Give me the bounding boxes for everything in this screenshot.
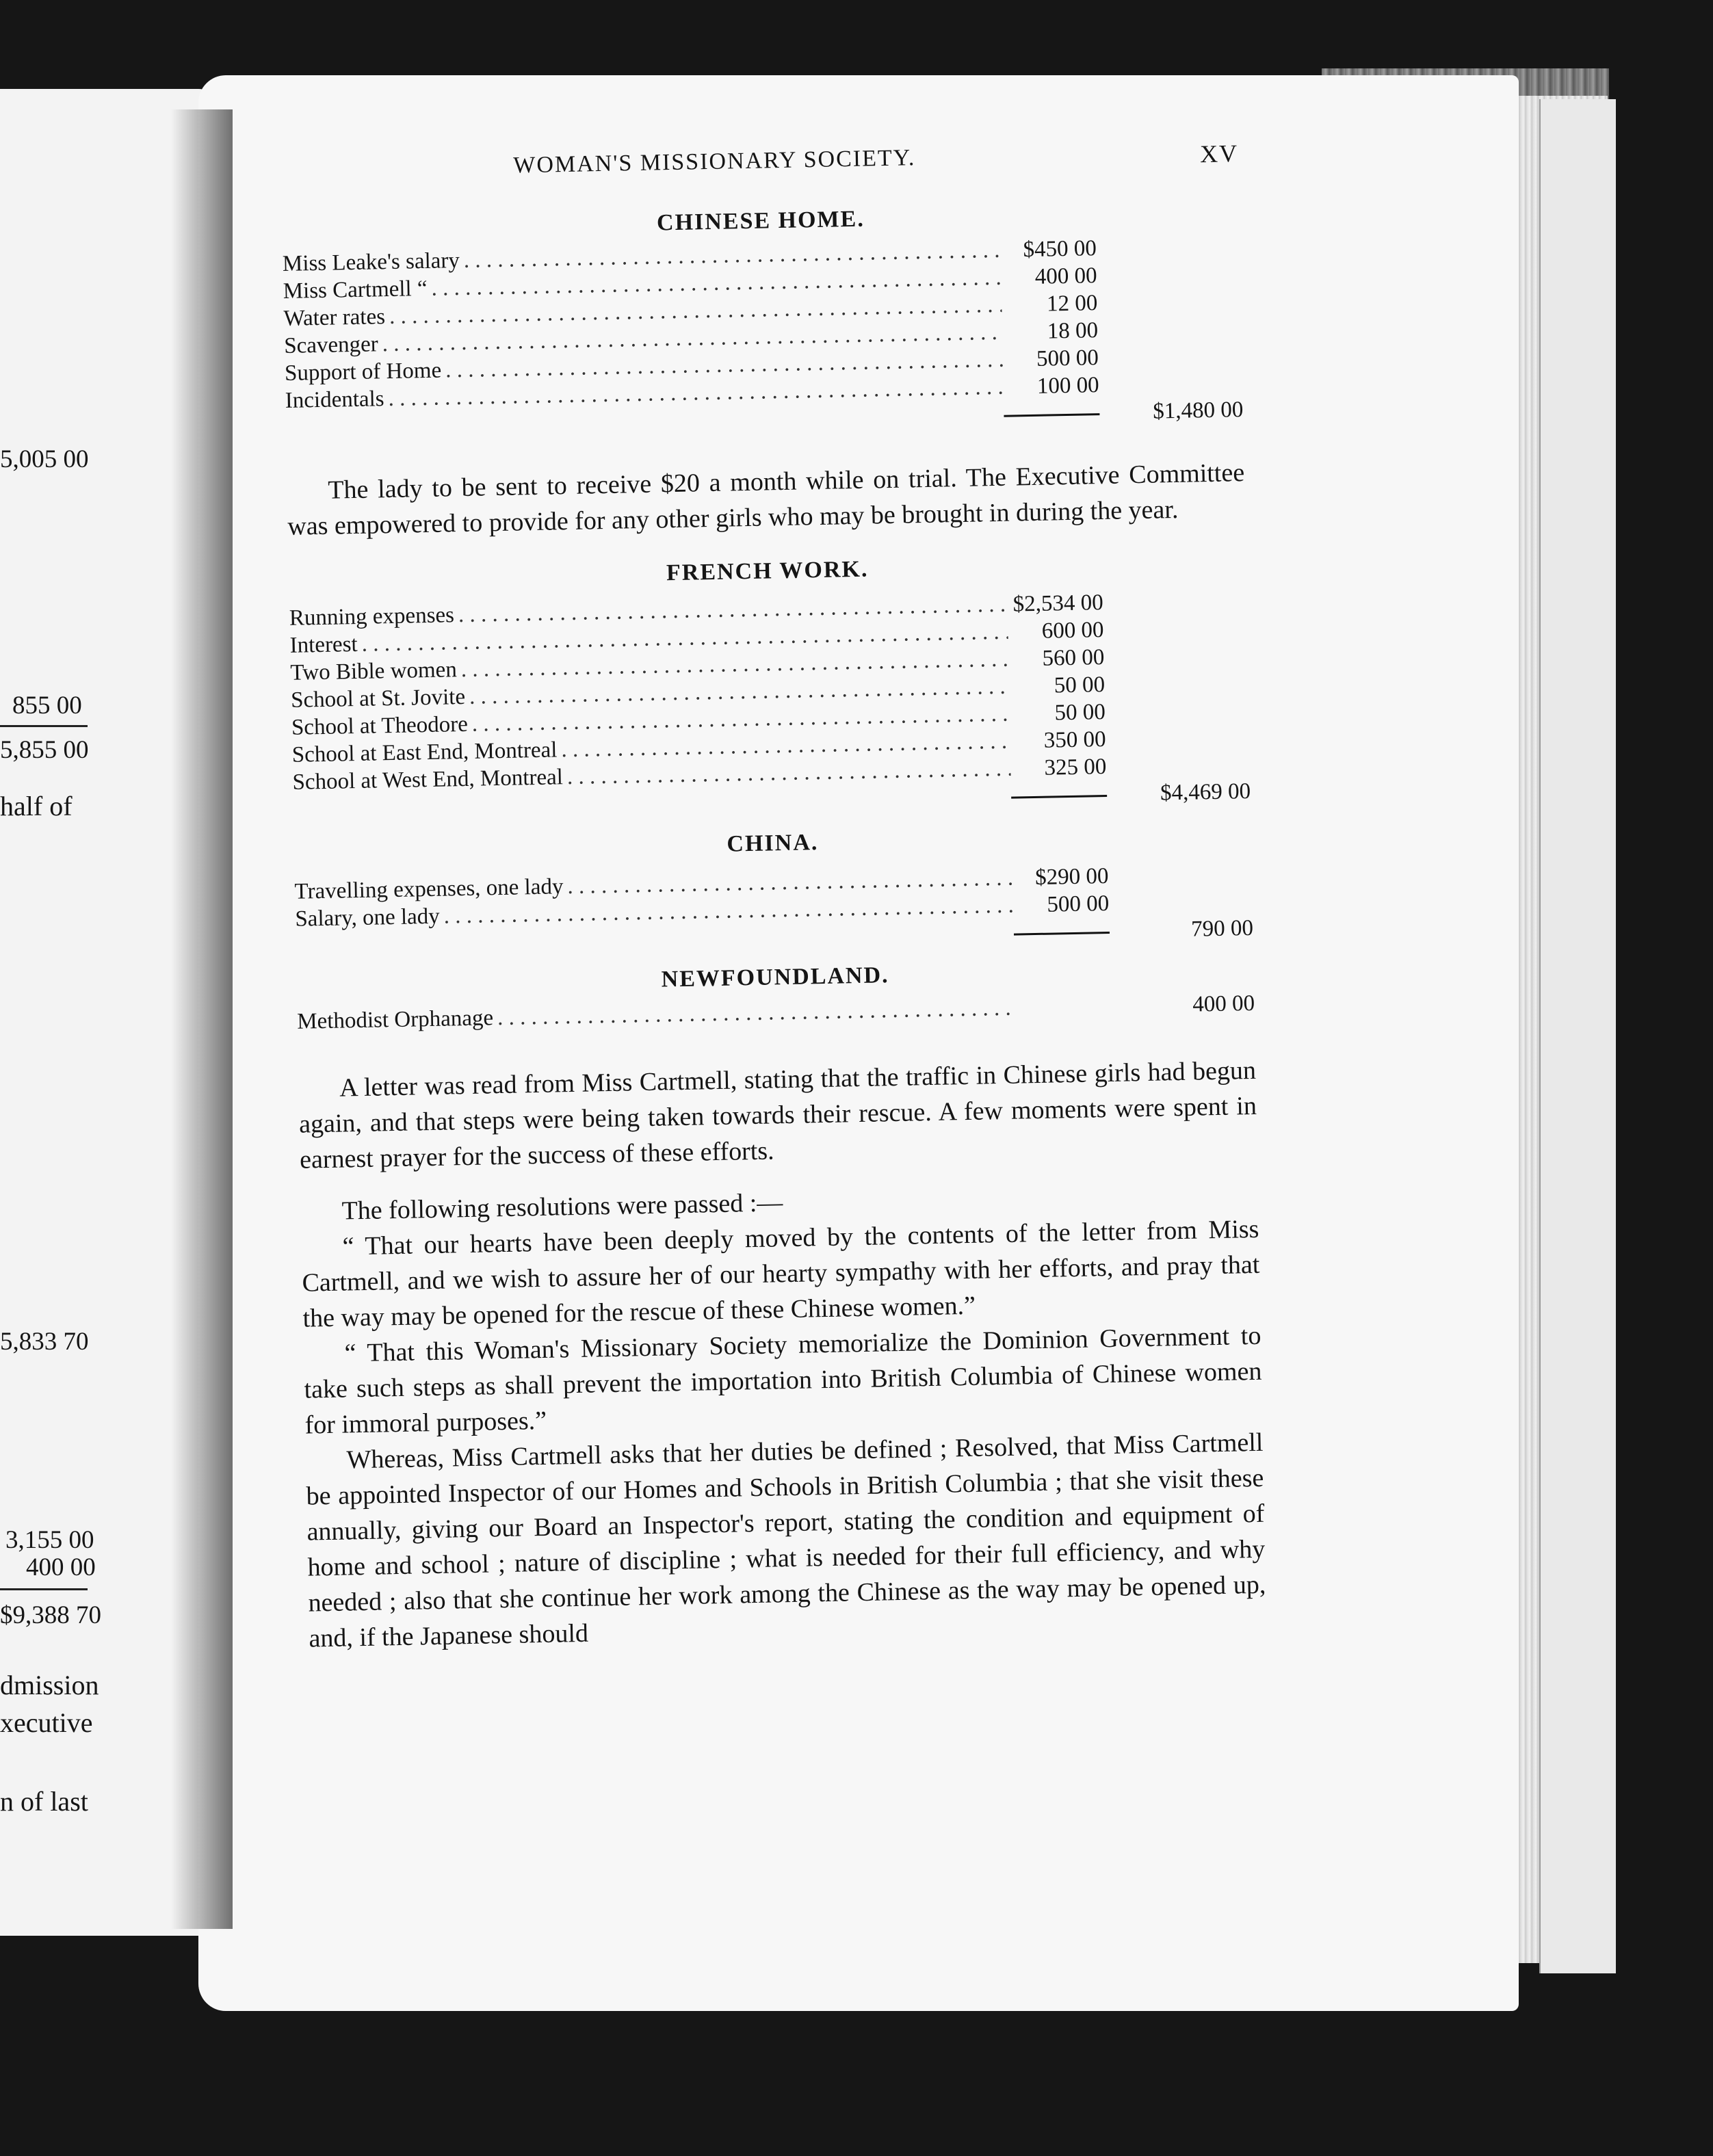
left-page-rule xyxy=(0,725,88,727)
ledger-amount: 500 00 xyxy=(1047,891,1110,917)
page-number: XV xyxy=(1199,140,1239,168)
ledger-total: 400 00 xyxy=(1192,990,1255,1017)
left-page-amount: 5,833 70 xyxy=(0,1328,89,1356)
ledger-label: Scavenger xyxy=(283,332,379,358)
ledger-chinese-home xyxy=(283,233,1244,446)
section-heading-french-work: FRENCH WORK. xyxy=(666,556,869,586)
paragraph-whereas: Whereas, Miss Cartmell asks that her duties be defined ; Resolved, that Miss Cartmell be appointed Inspector of our Homes and Schools in British Columbia ; that she visit these annually, giving our Board an Inspector's report, stating the condition and equipment of home and school ; nature of discipline ; what is needed for their full efficiency, and why needed ; also that she continue her work among the Chinese as the way may be opened up, and, if the Japanese should xyxy=(306,1428,1266,1653)
section-heading-chinese-home: CHINESE HOME. xyxy=(656,206,865,236)
total-rule xyxy=(1011,795,1107,799)
resolution-quote-1: “ That our hearts have been deeply moved by the contents of the letter from Miss Cartmell, and we wish to assure her of our hearty sympathy with her efforts, and pray that the way may be opened for the rescue of these Chinese women.” xyxy=(302,1214,1260,1333)
book-cover-edge xyxy=(1539,99,1616,1973)
ledger-label: Running expenses xyxy=(289,603,455,631)
ledger-amount: 560 00 xyxy=(1042,645,1105,671)
page-content xyxy=(280,139,1267,1656)
gutter-shadow xyxy=(171,109,233,1929)
left-page-text: xecutive xyxy=(0,1707,93,1738)
left-page-amount: 400 00 xyxy=(26,1553,96,1581)
ledger-label: Interest xyxy=(289,631,358,658)
ledger-label: School at East End, Montreal xyxy=(291,737,558,767)
total-rule xyxy=(1004,413,1099,417)
ledger-amount: 500 00 xyxy=(1036,345,1099,371)
leader-dots xyxy=(493,996,1016,1031)
ledger-label: School at St. Jovite xyxy=(290,684,466,713)
left-page-rule xyxy=(0,1588,88,1590)
paragraph-letter: A letter was read from Miss Cartmell, stating that the traffic in Chinese girls had begun again, and that steps were being taken towards their rescue. A few moments were spent in earnest prayer for the success of these efforts. xyxy=(298,1055,1257,1174)
ledger-amount: $450 00 xyxy=(1023,236,1097,263)
ledger-amount: 50 00 xyxy=(1054,672,1106,698)
ledger-amount: 18 00 xyxy=(1047,318,1099,344)
ledger-amount: 12 00 xyxy=(1046,291,1098,317)
ledger-amount: 100 00 xyxy=(1036,373,1099,399)
ledger-french-work xyxy=(289,588,1251,828)
left-page-amount: $9,388 70 xyxy=(0,1601,101,1629)
ledger-amount: 400 00 xyxy=(1034,263,1097,289)
left-page-amount: 855 00 xyxy=(12,692,82,720)
ledger-amount: $290 00 xyxy=(1034,863,1109,891)
left-page-amount: 3,155 00 xyxy=(5,1526,94,1554)
ledger-label: Travelling expenses, one lady xyxy=(294,874,564,904)
ledger-amount: $2,534 00 xyxy=(1012,590,1104,617)
left-page-text: dmission xyxy=(0,1670,99,1700)
ledger-china xyxy=(294,861,1253,964)
running-title: WOMAN'S MISSIONARY SOCIETY. xyxy=(512,145,916,179)
ledger-row xyxy=(297,991,1255,1044)
ledger-amount: 325 00 xyxy=(1044,754,1107,780)
ledger-amount: 350 00 xyxy=(1043,726,1106,753)
ledger-label: Water rates xyxy=(283,304,386,331)
ledger-amount: 600 00 xyxy=(1041,618,1104,644)
section-heading-china: CHINA. xyxy=(727,830,819,857)
ledger-label: School at Theodore xyxy=(291,711,469,740)
ledger-label: Two Bible women xyxy=(290,657,458,685)
ledger-label: Incidentals xyxy=(285,386,384,413)
left-page-text: half of xyxy=(0,791,73,821)
ledger-newfoundland xyxy=(297,991,1255,1044)
paragraph-lady-salary: The lady to be sent to receive $20 a month while on trial. The Executive Committee was empowered to provide for any other girls who may be brought in during the year. xyxy=(287,458,1245,541)
ledger-label: Miss Cartmell “ xyxy=(283,276,428,304)
paragraph-resolutions-intro: The following resolutions were passed :— xyxy=(341,1188,783,1226)
ledger-total: 790 00 xyxy=(1190,915,1254,942)
ledger-amount: 50 00 xyxy=(1054,700,1106,726)
ledger-label: Methodist Orphanage xyxy=(296,1005,494,1034)
ledger-label: Salary, one lady xyxy=(295,904,441,932)
resolution-quote-2: “ That this Woman's Missionary Society memorialize the Dominion Government to take such steps as shall prevent the importation into British Columbia of Chinese women for immoral purposes.” xyxy=(304,1321,1262,1440)
ledger-label: Support of Home xyxy=(284,358,442,386)
left-page-amount: 5,855 00 xyxy=(0,736,89,764)
ledger-label: School at West End, Montreal xyxy=(292,765,564,795)
ledger-total: $4,469 00 xyxy=(1160,778,1251,806)
ledger-total: $1,480 00 xyxy=(1153,397,1244,424)
left-page-amount: 5,005 00 xyxy=(0,445,89,473)
left-page-text: n of last xyxy=(0,1786,88,1817)
section-heading-newfoundland: NEWFOUNDLAND. xyxy=(661,962,889,992)
total-rule xyxy=(1014,932,1110,936)
ledger-label: Miss Leake's salary xyxy=(282,248,460,276)
ledger-amount xyxy=(1015,1013,1111,1015)
